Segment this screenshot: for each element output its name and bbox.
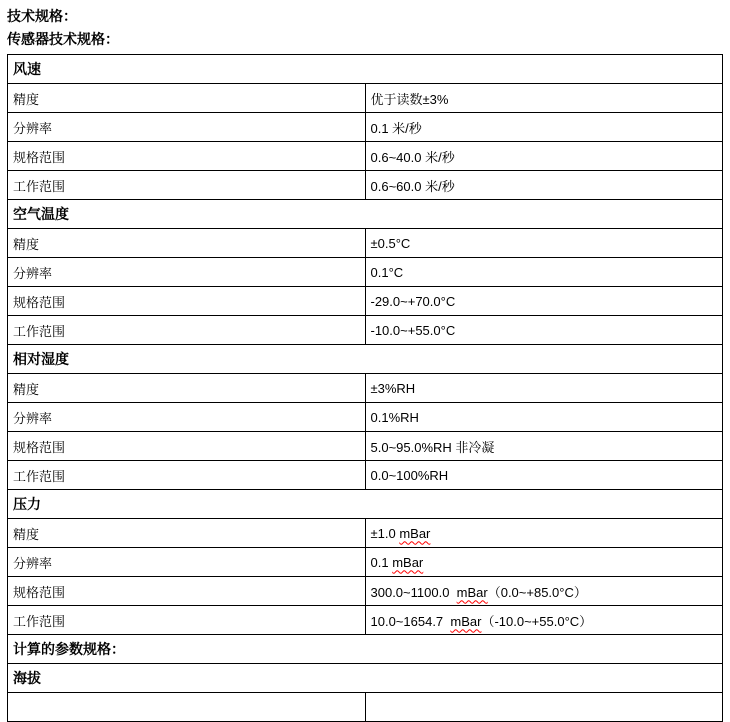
misspelled-word: mBar xyxy=(392,554,424,570)
spec-label-cell: 规格范围 xyxy=(8,142,366,171)
doc-heading-sensor-specs: 传感器技术规格： xyxy=(7,31,119,47)
spec-label-cell: 规格范围 xyxy=(8,287,366,316)
misspelled-word: mBar xyxy=(399,525,431,541)
spec-row xyxy=(8,171,723,200)
spec-row xyxy=(8,229,723,258)
spec-row xyxy=(8,519,723,548)
spec-label-cell: 工作范围 xyxy=(8,171,366,200)
spec-value-cell: -29.0~+70.0°C xyxy=(365,287,723,316)
spec-value-cell: 0.0~100%RH xyxy=(365,461,723,490)
spec-row xyxy=(8,577,723,606)
spec-label-cell: 分辨率 xyxy=(8,548,366,577)
misspelled-word: mBar xyxy=(450,613,482,629)
spec-value-cell: 优于读数±3% xyxy=(365,84,723,113)
doc-heading-tech-specs: 技术规格： xyxy=(7,8,77,24)
spec-label-cell: 精度 xyxy=(8,374,366,403)
spec-row xyxy=(8,606,723,635)
section-header-row xyxy=(8,345,723,374)
spec-row xyxy=(8,548,723,577)
spec-row xyxy=(8,461,723,490)
spec-value-cell: 300.0~1100.0 mBar（0.0~+85.0°C） xyxy=(365,577,723,606)
spec-value-cell: 0.1 米/秒 xyxy=(365,113,723,142)
spec-value-cell: 0.1°C xyxy=(365,258,723,287)
section-header-cell: 相对湿度 xyxy=(8,345,723,374)
spec-value-cell xyxy=(365,693,723,722)
section-header-cell: 风速 xyxy=(8,55,723,84)
spec-label-cell: 规格范围 xyxy=(8,432,366,461)
spec-value-cell: 0.1 mBar xyxy=(365,548,723,577)
spec-label-cell: 工作范围 xyxy=(8,316,366,345)
spec-row xyxy=(8,142,723,171)
spec-value-cell: 10.0~1654.7 mBar（-10.0~+55.0°C） xyxy=(365,606,723,635)
spec-label-cell: 工作范围 xyxy=(8,606,366,635)
spec-label-cell: 精度 xyxy=(8,229,366,258)
spec-row xyxy=(8,84,723,113)
spec-value-cell: 5.0~95.0%RH 非冷凝 xyxy=(365,432,723,461)
section-header-cell: 海拔 xyxy=(8,664,723,693)
section-header-row xyxy=(8,664,723,693)
spec-row xyxy=(8,287,723,316)
spec-row xyxy=(8,693,723,722)
spec-label-cell xyxy=(8,693,366,722)
spec-value-cell: 0.1%RH xyxy=(365,403,723,432)
section-header-cell: 压力 xyxy=(8,490,723,519)
spec-row xyxy=(8,403,723,432)
spec-row xyxy=(8,316,723,345)
spec-value-cell: ±1.0 mBar xyxy=(365,519,723,548)
spec-label-cell: 分辨率 xyxy=(8,113,366,142)
spec-label-cell: 分辨率 xyxy=(8,258,366,287)
section-header-row xyxy=(8,200,723,229)
misspelled-word: mBar xyxy=(456,584,488,600)
spec-label-cell: 规格范围 xyxy=(8,577,366,606)
spec-row xyxy=(8,113,723,142)
spec-row xyxy=(8,374,723,403)
spec-label-cell: 分辨率 xyxy=(8,403,366,432)
section-header-row xyxy=(8,55,723,84)
spec-label-cell: 精度 xyxy=(8,519,366,548)
spec-row xyxy=(8,432,723,461)
spec-label-cell: 精度 xyxy=(8,84,366,113)
spec-value-cell: 0.6~40.0 米/秒 xyxy=(365,142,723,171)
spec-value-cell: ±3%RH xyxy=(365,374,723,403)
section-header-cell: 空气温度 xyxy=(8,200,723,229)
section-header-row xyxy=(8,490,723,519)
spec-value-cell: ±0.5°C xyxy=(365,229,723,258)
spec-table-body xyxy=(8,55,723,722)
section-header-cell: 计算的参数规格： xyxy=(8,635,723,664)
spec-row xyxy=(8,258,723,287)
spec-value-cell: -10.0~+55.0°C xyxy=(365,316,723,345)
section-header-row xyxy=(8,635,723,664)
spec-table xyxy=(7,54,723,722)
spec-label-cell: 工作范围 xyxy=(8,461,366,490)
spec-value-cell: 0.6~60.0 米/秒 xyxy=(365,171,723,200)
